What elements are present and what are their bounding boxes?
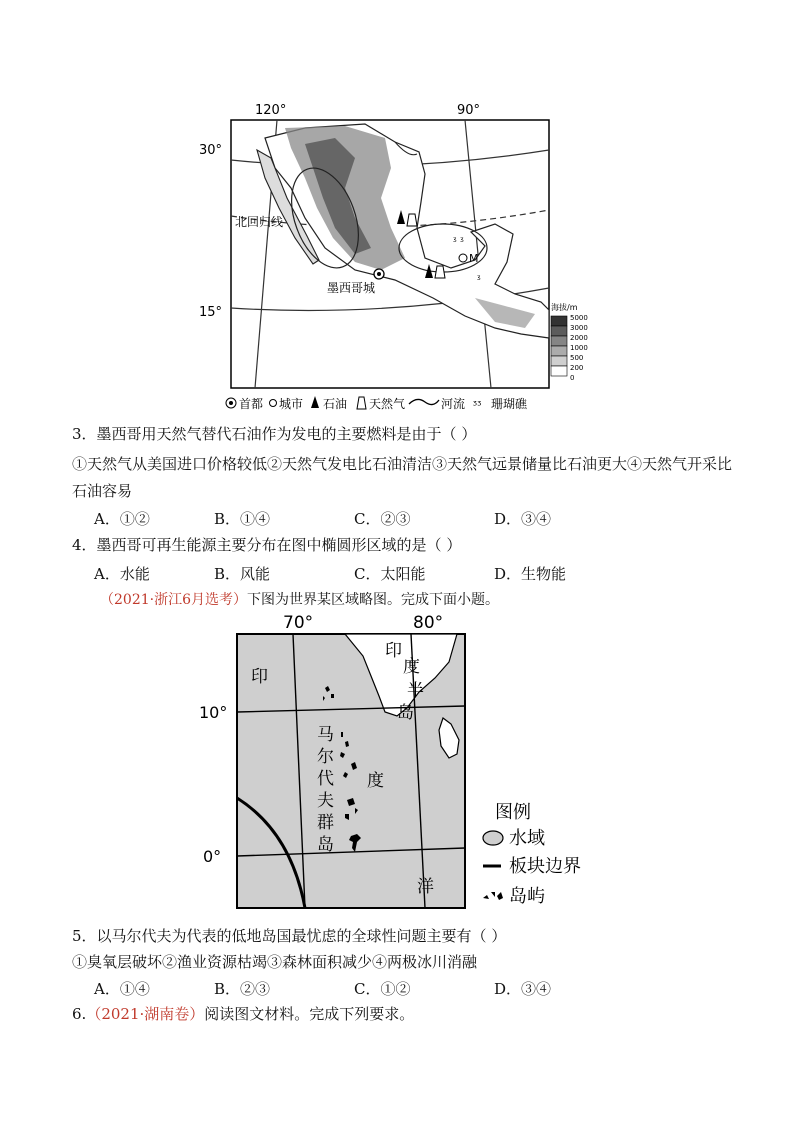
q6 bbox=[72, 1004, 414, 1024]
islands-char: 尔 bbox=[317, 747, 334, 767]
mexico-map bbox=[195, 98, 605, 414]
option-letter: B． bbox=[214, 980, 241, 998]
option-letter: A． bbox=[94, 565, 120, 583]
elevation-legend-title: 海拔/m bbox=[551, 303, 578, 312]
option-text: 水能 bbox=[119, 565, 150, 583]
option-text: ①④ bbox=[240, 510, 271, 528]
islands-char: 代 bbox=[317, 769, 334, 789]
elev-swatch bbox=[551, 346, 567, 356]
option-text: 太阳能 bbox=[380, 565, 426, 583]
islands-char: 马 bbox=[317, 725, 334, 745]
option-letter: B． bbox=[214, 565, 241, 583]
q6-text: 阅读图文材料。完成下列要求。 bbox=[204, 1005, 415, 1023]
capital-legend-icon-dot bbox=[229, 401, 233, 405]
q4-option-c[interactable] bbox=[354, 563, 426, 584]
legend-gas: 天然气 bbox=[369, 397, 406, 411]
legend-plate-boundary: 板块边界 bbox=[509, 856, 581, 877]
ocean-char: 洋 bbox=[417, 877, 434, 897]
q5-option-b[interactable] bbox=[214, 978, 270, 999]
capital-marker-dot bbox=[377, 272, 381, 276]
legend-title: 图例 bbox=[495, 802, 531, 823]
option-text: ①④ bbox=[119, 980, 150, 998]
lon-label-80: 80° bbox=[413, 613, 444, 633]
elev-level: 200 bbox=[570, 364, 584, 372]
elev-level: 2000 bbox=[570, 334, 588, 342]
option-letter: C． bbox=[354, 980, 381, 998]
legend-island: 岛屿 bbox=[509, 886, 545, 907]
peninsula-char: 度 bbox=[403, 657, 420, 677]
q5-statements: ①臭氧层破坏②渔业资源枯竭③森林面积减少④两极冰川消融 bbox=[72, 953, 478, 971]
option-text: 生物能 bbox=[521, 565, 567, 583]
elev-level: 500 bbox=[570, 354, 584, 362]
intro2-source: （2021·浙江6月选考） bbox=[100, 592, 247, 608]
lat-label-30: 30° bbox=[199, 143, 223, 158]
intro2 bbox=[100, 590, 499, 610]
elev-swatch bbox=[551, 366, 567, 376]
option-letter: D． bbox=[494, 980, 522, 998]
islands-char: 岛 bbox=[317, 835, 334, 855]
lon-label-90: 90° bbox=[457, 103, 481, 118]
coral-reef-legend-icon: ᶾᶾ bbox=[473, 398, 482, 411]
coral-reef-icon: ᶾ bbox=[477, 274, 481, 285]
q3-stem-text: 墨西哥用天然气替代石油作为发电的主要燃料是由于（ ） bbox=[96, 425, 477, 443]
q6-number: 6. bbox=[72, 1005, 87, 1023]
q4-number: 4． bbox=[72, 536, 97, 554]
q4-option-d[interactable] bbox=[494, 563, 566, 584]
option-text: ②③ bbox=[380, 510, 411, 528]
option-text: 风能 bbox=[240, 565, 271, 583]
gas-legend-icon bbox=[357, 397, 366, 409]
maldives-map-svg bbox=[195, 612, 605, 924]
elev-swatch bbox=[551, 326, 567, 336]
option-letter: C． bbox=[354, 510, 381, 528]
elev-swatch bbox=[551, 336, 567, 346]
q5-stem-text: 以马尔代夫为代表的低地岛国最忧虑的全球性问题主要有（ ） bbox=[96, 927, 507, 945]
q5-number: 5． bbox=[72, 927, 97, 945]
option-letter: D． bbox=[494, 510, 522, 528]
legend-river: 河流 bbox=[441, 397, 466, 411]
q4-stem-text: 墨西哥可再生能源主要分布在图中椭圆形区域的是（ ） bbox=[96, 536, 462, 554]
q3-option-d[interactable] bbox=[494, 508, 551, 529]
city-legend-icon bbox=[270, 400, 277, 407]
point-m-label: M bbox=[469, 252, 479, 265]
tropic-label: 北回归线 bbox=[235, 215, 284, 229]
ocean-char: 印 bbox=[251, 667, 268, 687]
elev-level: 0 bbox=[570, 374, 575, 382]
capital-label: 墨西哥城 bbox=[327, 281, 376, 295]
q4-stem bbox=[72, 535, 461, 555]
q4-option-a[interactable] bbox=[94, 563, 150, 584]
q3-statements-line2: 石油容易 bbox=[72, 482, 133, 500]
q5-option-c[interactable] bbox=[354, 978, 411, 999]
legend-oil: 石油 bbox=[323, 397, 348, 411]
lat-label-10: 10° bbox=[199, 703, 228, 722]
islands-char: 夫 bbox=[317, 791, 334, 811]
q5-stem bbox=[72, 926, 506, 946]
lat-label-15: 15° bbox=[199, 305, 223, 320]
elev-level: 3000 bbox=[570, 324, 588, 332]
gas-icon bbox=[407, 214, 417, 226]
option-text: ②③ bbox=[240, 980, 271, 998]
q5-option-a[interactable] bbox=[94, 978, 150, 999]
elev-swatch bbox=[551, 316, 567, 326]
option-letter: D． bbox=[494, 565, 522, 583]
q3-stem bbox=[72, 424, 476, 444]
q3-statements-line1: ①天然气从美国进口价格较低②天然气发电比石油清洁③天然气远景储量比石油更大④天然气开采比 bbox=[72, 455, 733, 473]
elev-level: 1000 bbox=[570, 344, 588, 352]
lon-label-120: 120° bbox=[255, 103, 287, 118]
peninsula-char: 印 bbox=[385, 641, 402, 661]
lat-label-0: 0° bbox=[203, 847, 222, 866]
coral-reef-icon: ᶾ ᶾ bbox=[453, 236, 465, 247]
option-letter: A． bbox=[94, 510, 120, 528]
maldives-map bbox=[195, 612, 605, 924]
legend-coral-reef: 珊瑚礁 bbox=[491, 397, 528, 411]
q4-option-b[interactable] bbox=[214, 563, 270, 584]
elev-swatch bbox=[551, 356, 567, 366]
intro2-text: 下图为世界某区域略图。完成下面小题。 bbox=[247, 592, 499, 608]
legend-city: 城市 bbox=[279, 397, 304, 411]
option-letter: A． bbox=[94, 980, 120, 998]
islands-char: 群 bbox=[317, 813, 334, 833]
water-legend-icon bbox=[483, 831, 503, 845]
peninsula-char: 半 bbox=[407, 681, 424, 701]
mexico-map-svg bbox=[195, 98, 605, 414]
island-legend-icon bbox=[483, 892, 503, 900]
option-letter: B． bbox=[214, 510, 241, 528]
option-text: ③④ bbox=[521, 980, 552, 998]
q5-option-d[interactable] bbox=[494, 978, 551, 999]
legend-capital: 首都 bbox=[239, 397, 264, 411]
q3-option-c[interactable] bbox=[354, 508, 411, 529]
elev-level: 5000 bbox=[570, 314, 588, 322]
option-text: ③④ bbox=[521, 510, 552, 528]
oil-legend-icon bbox=[311, 396, 319, 408]
ocean-char: 度 bbox=[367, 771, 384, 791]
q3-number: 3． bbox=[72, 425, 97, 443]
gas-icon bbox=[435, 266, 445, 278]
lon-label-70: 70° bbox=[283, 613, 314, 633]
option-text: ①② bbox=[119, 510, 150, 528]
peninsula-char: 岛 bbox=[397, 703, 414, 723]
q3-option-b[interactable] bbox=[214, 508, 270, 529]
option-letter: C． bbox=[354, 565, 381, 583]
river-legend-icon bbox=[409, 399, 439, 404]
point-m-marker bbox=[459, 254, 467, 262]
legend-water: 水域 bbox=[509, 828, 545, 849]
option-text: ①② bbox=[380, 980, 411, 998]
q6-source: （2021·湖南卷） bbox=[86, 1005, 205, 1023]
q3-option-a[interactable] bbox=[94, 508, 150, 529]
